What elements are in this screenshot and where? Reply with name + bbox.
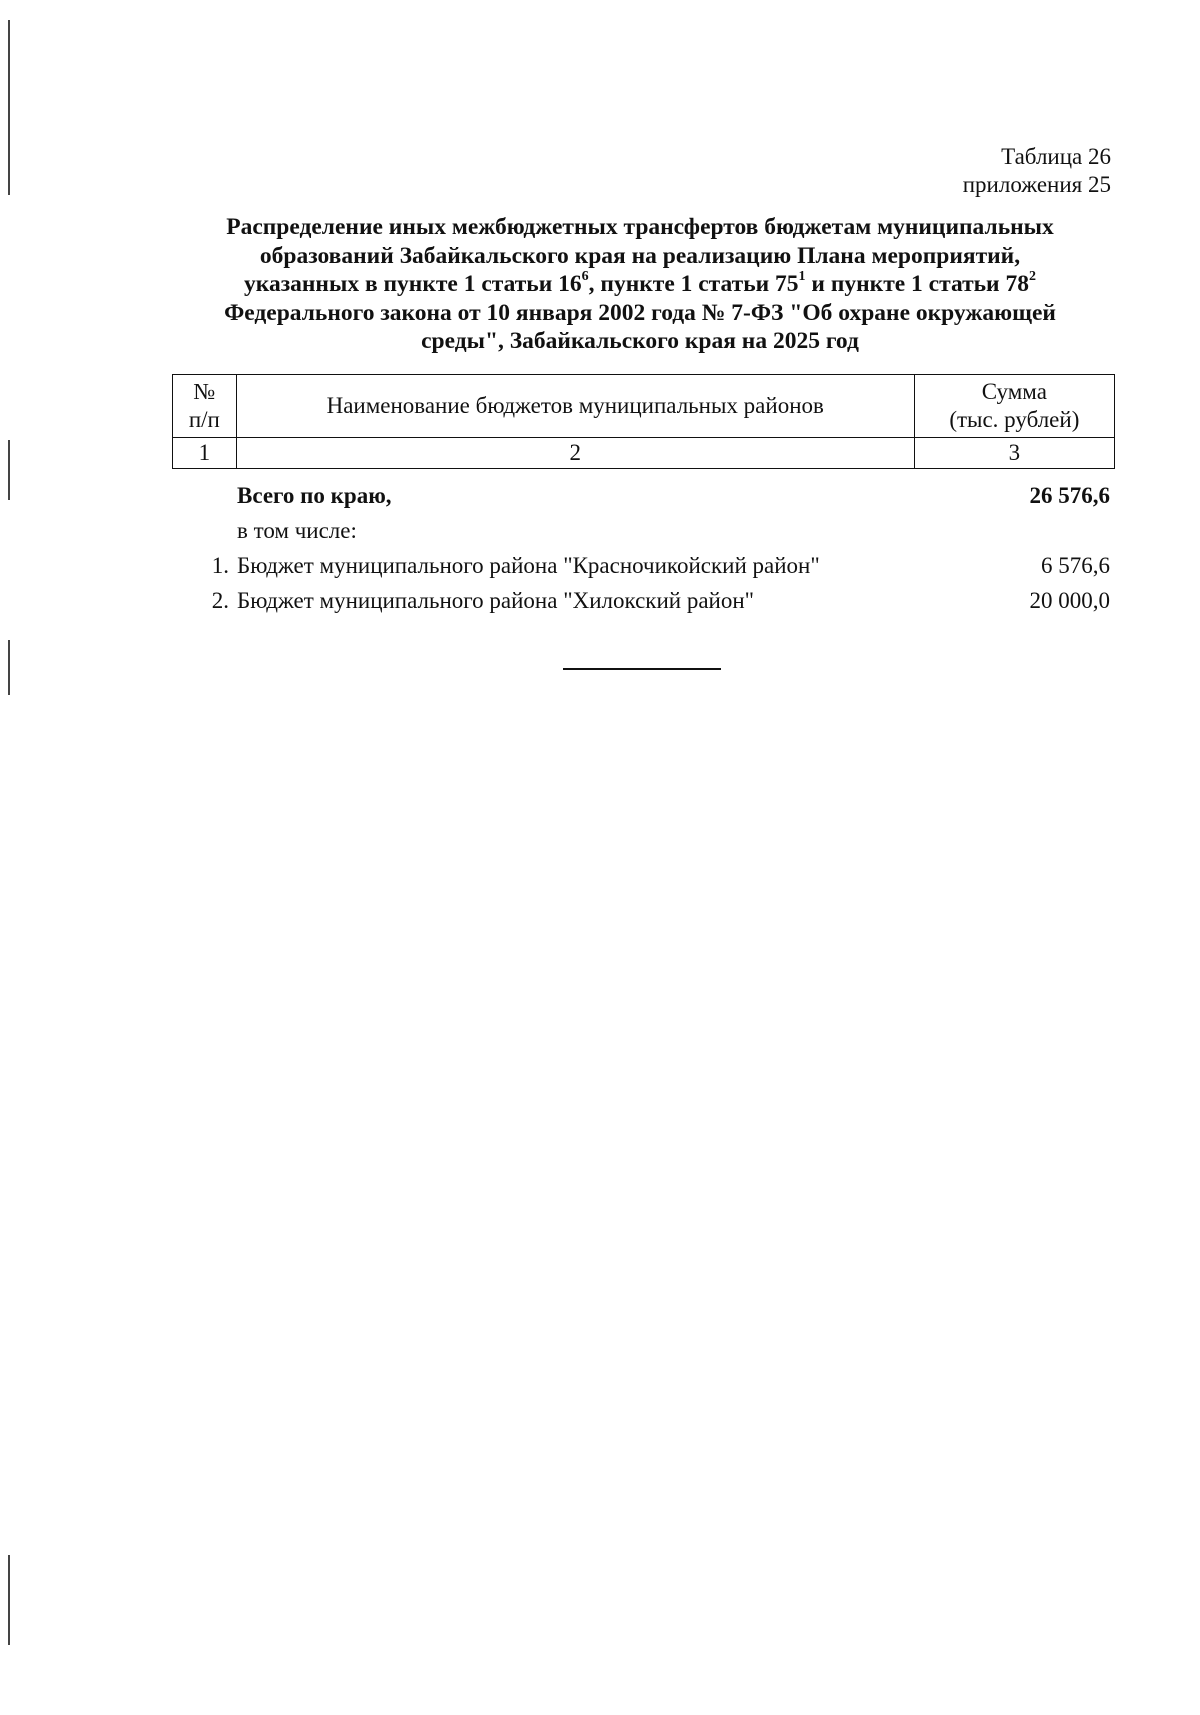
row-amount: 6 576,6 bbox=[1041, 553, 1110, 578]
header-pp: п/п bbox=[188, 407, 220, 432]
header-amount-unit: (тыс. рублей) bbox=[949, 407, 1080, 432]
end-of-table-rule bbox=[563, 668, 721, 670]
row-name: Бюджет муниципального района "Хилокский район" bbox=[237, 588, 755, 613]
header-amount-label: Сумма bbox=[981, 379, 1047, 404]
scan-margin-mark bbox=[8, 640, 10, 695]
title-line-4: Федерального закона от 10 января 2002 года № 7-ФЗ "Об охране окружающей bbox=[224, 299, 1056, 326]
header-number-sign: № bbox=[193, 379, 216, 404]
row-name: Бюджет муниципального района "Красночикойский район" bbox=[237, 553, 820, 578]
title-line-3-part-b: , пункте 1 статьи 75 bbox=[588, 271, 799, 297]
column-number-2: 2 bbox=[236, 438, 914, 469]
total-label: Всего по краю, bbox=[237, 483, 392, 508]
superscript-2: 2 bbox=[1028, 269, 1036, 285]
title-line-5: среды", Забайкальского края на 2025 год bbox=[421, 328, 859, 354]
row-number: 2. bbox=[211, 588, 229, 613]
row-amount: 20 000,0 bbox=[1029, 588, 1110, 613]
column-number-row bbox=[173, 438, 1115, 469]
document-title bbox=[160, 213, 1120, 356]
header-cell-number bbox=[173, 375, 237, 438]
total-amount: 26 576,6 bbox=[1029, 483, 1110, 508]
header-cell-name: Наименование бюджетов муниципальных районов bbox=[236, 375, 914, 438]
column-number-1: 1 bbox=[173, 438, 237, 469]
total-row bbox=[172, 478, 1115, 513]
row-number: 1. bbox=[211, 553, 229, 578]
table-number: Таблица 26 bbox=[1001, 144, 1111, 169]
title-line-2: образований Забайкальского края на реализацию Плана мероприятий, bbox=[259, 242, 1021, 269]
appendix-number: приложения 25 bbox=[962, 172, 1111, 197]
column-number-3: 3 bbox=[914, 438, 1114, 469]
budget-table-body bbox=[172, 478, 1115, 618]
title-line-3 bbox=[160, 270, 1120, 299]
header-cell-amount bbox=[914, 375, 1114, 438]
scan-margin-mark bbox=[8, 1555, 10, 1645]
title-line-3-part-a: указанных в пункте 1 статьи 16 bbox=[244, 271, 582, 297]
title-line-3-part-c: и пункте 1 статьи 78 bbox=[805, 271, 1029, 297]
table-reference bbox=[963, 143, 1111, 199]
budget-table-header bbox=[172, 374, 1115, 469]
superscript-6: 6 bbox=[581, 269, 589, 285]
including-row bbox=[172, 513, 1115, 548]
scan-margin-mark bbox=[8, 440, 10, 500]
table-row bbox=[172, 583, 1115, 618]
superscript-1: 1 bbox=[798, 269, 806, 285]
scan-margin-mark bbox=[8, 20, 10, 195]
title-line-1: Распределение иных межбюджетных трансфертов бюджетам муниципальных bbox=[226, 214, 1054, 240]
header-row bbox=[173, 375, 1115, 438]
table-row bbox=[172, 548, 1115, 583]
including-label: в том числе: bbox=[237, 518, 357, 543]
